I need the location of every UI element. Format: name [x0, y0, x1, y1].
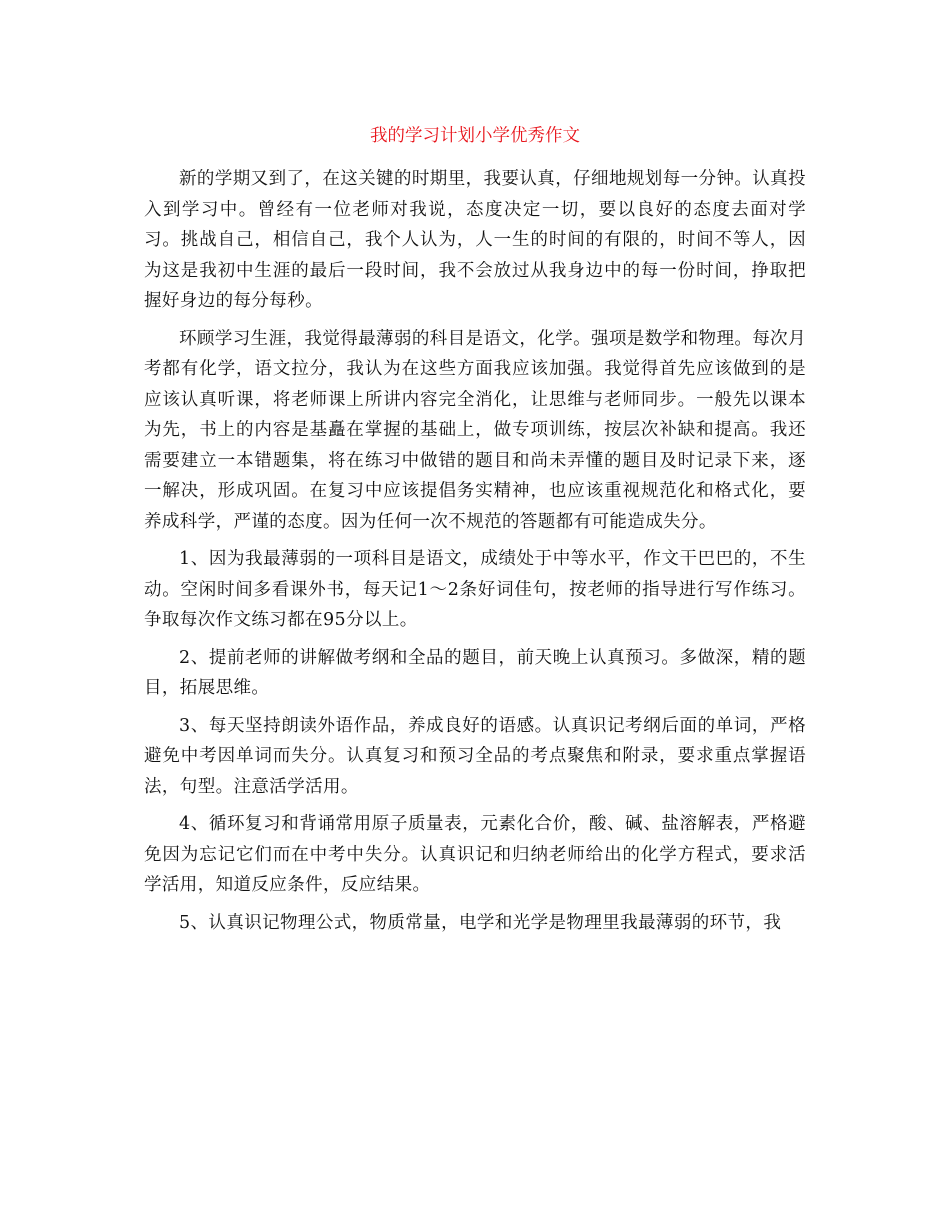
list-item-math: 2、提前老师的讲解做考纲和全品的题目，前天晚上认真预习。多做深，精的题目，拓展思维。	[144, 647, 806, 698]
document-body	[144, 164, 806, 945]
paragraph-review: 环顾学习生涯，我觉得最薄弱的科目是语文，化学。强项是数学和物理。每次月考都有化学，语文拉分，我认为在这些方面我应该加强。我觉得首先应该做到的是应该认真听课，将老师课上所讲内容完全消化，让思维与老师同步。一般先以课本为先，书上的内容是基矗在掌握的基础上，做专项训练，按层次补缺和提高。我还需要建立一本错题集，将在练习中做错的题目和尚未弄懂的题目及时记录下来，逐一解决，形成巩固。在复习中应该提倡务实精神，也应该重视规范化和格式化，要养成科学，严谨的态度。因为任何一次不规范的答题都有可能造成失分。	[144, 328, 806, 532]
list-item-chemistry: 4、循环复习和背诵常用原子质量表，元素化合价，酸、碱、盐溶解表，严格避免因为忘记它们而在中考中失分。认真识记和归纳老师给出的化学方程式，要求活学活用，知道反应条件，反应结果。	[144, 814, 806, 895]
list-item-chinese: 1、因为我最薄弱的一项科目是语文，成绩处于中等水平，作文干巴巴的，不生动。空闲时间多看课外书，每天记1～2条好词佳句，按老师的指导进行写作练习。争取每次作文练习都在95分以上。	[144, 549, 806, 630]
paragraph-intro: 新的学期又到了，在这关键的时期里，我要认真，仔细地规划每一分钟。认真投入到学习中。曾经有一位老师对我说，态度决定一切，要以良好的态度去面对学习。挑战自己，相信自己，我个人认为，人一生的时间的有限的，时间不等人，因为这是我初中生涯的最后一段时间，我不会放过从我身边中的每一份时间，挣取把握好身边的每分每秒。	[144, 169, 806, 311]
list-item-physics: 5、认真识记物理公式，物质常量，电学和光学是物理里我最薄弱的环节，我	[179, 912, 782, 933]
list-item-english: 3、每天坚持朗读外语作品，养成良好的语感。认真识记考纲后面的单词，严格避免中考因单词而失分。认真复习和预习全品的考点聚焦和附录，要求重点掌握语法，句型。注意活学活用。	[144, 715, 806, 797]
document-title: 我的学习计划小学优秀作文	[370, 126, 580, 146]
